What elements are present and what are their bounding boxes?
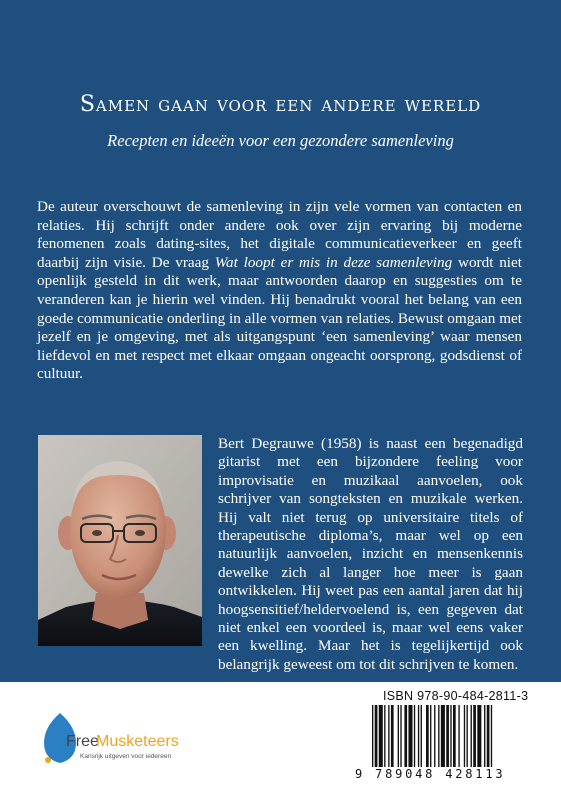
book-blurb [37, 198, 522, 384]
book-title: Samen gaan voor een andere wereld [79, 92, 482, 117]
author-bio: Bert Degrauwe (1958) is naast een begenadigd gitarist met een bijzondere feeling voor improvisatie en muzikaal aanvoelen, ook schrijver van songteksten en muzikale werken. Hij valt niet terug op universitaire titels of therapeutische diploma’s, maar wel op een natuurlijk aanvoelen, inzicht en mensenkennis dewelke zich al langer hoe meer is gaan ontwikkelen. Hij weet pas een aantal jaren dat hij hoogsensitief/heldervoelend is, een gegeven dat niet enkel een voordeel is, maar wel eens vaker een kwelling. Maar het is tegelijkertijd ook belangrijk geweest om tot dit schrijven te komen. [218, 435, 523, 673]
blurb-text-part1: De auteur overschouwt de samenleving in zijn vele vormen van contacten en relaties. Hij schrijft onder andere ook over zijn ervaring bij moderne fenomenen zoals dating-sites, het digitale communicatieverkeer en geeft daarbij zijn visie. De vraag [37, 198, 522, 271]
isbn-label: ISBN 978-90-484-2811-3 [383, 689, 529, 703]
logo-dot-icon [45, 757, 51, 763]
barcode-number: 9 789048 428113 [355, 767, 506, 781]
isbn-barcode [371, 705, 533, 767]
book-subtitle: Recepten en ideeën voor een gezondere samenleving [107, 131, 454, 150]
publisher-tagline: Kansrijk uitgeven voor iedereen [80, 753, 172, 760]
free-musketeers-logo [40, 705, 190, 769]
blurb-text-part2: wordt niet openlijk gesteld in dit werk, maar antwoorden daarop en suggesties om te veranderen kan je hierin wel vinden. Hij benadrukt vooral het belang van een goede communicatie onderling in alle vormen van relaties. Bewust omgaan met jezelf en je omgeving, met als uitgangspunt ‘een samenleving’ waar mensen liefdevol en met respect met elkaar omgaan ongeacht oorsprong, godsdienst of cultuur. [37, 253, 522, 383]
publisher-name-part2: Musketeers [96, 733, 179, 750]
publisher-name-part1: Free [66, 733, 99, 750]
author-photo [38, 435, 202, 646]
blurb-question: Wat loopt er mis in deze samenleving [214, 253, 453, 271]
